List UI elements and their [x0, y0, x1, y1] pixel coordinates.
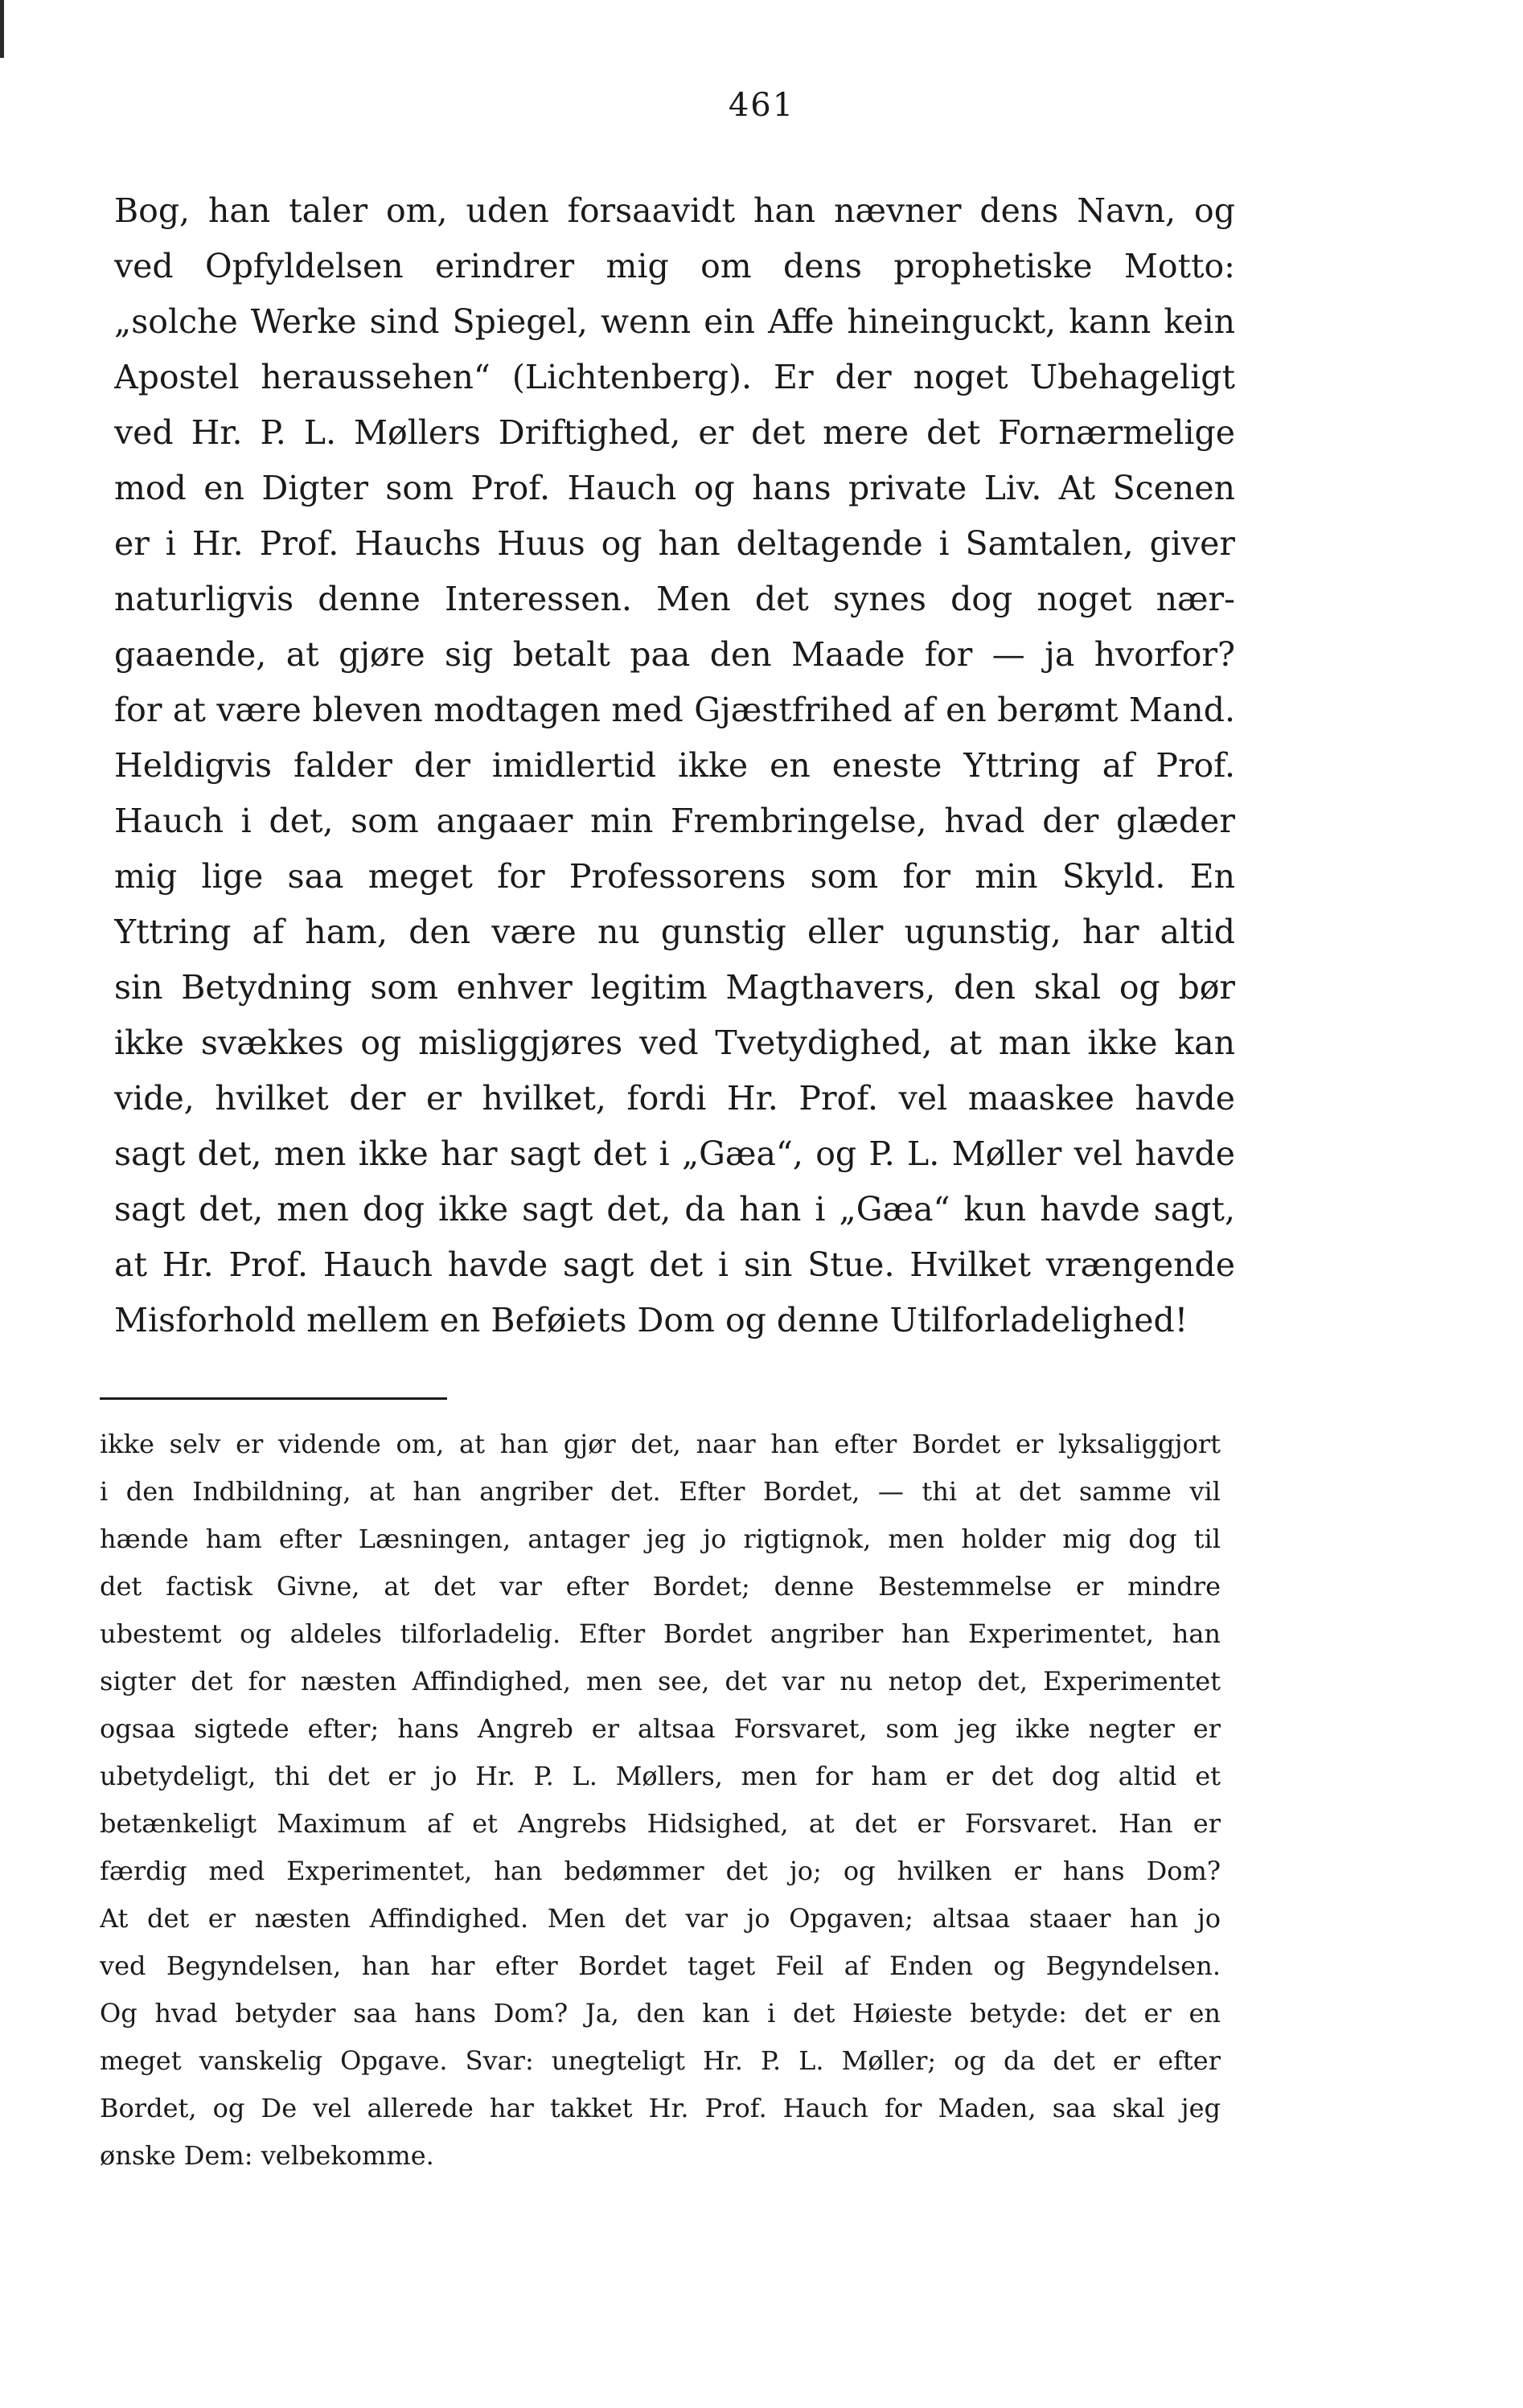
footnote-line: ved Begyndelsen, han har efter Bordet taget Feil af Enden og Begyndelsen.: [100, 1951, 1221, 1981]
footnote-separator-rule: [100, 1397, 447, 1400]
text-line: ved Opfyldelsen erindrer mig om dens prophetiske Motto:: [114, 247, 1235, 285]
text-line: sagt det, men ikke har sagt det i „Gæa“, og P. L. Møller vel havde: [114, 1134, 1235, 1173]
text-line: Yttring af ham, den være nu gunstig eller ugunstig, har altid: [114, 913, 1235, 951]
footnote-line: sigter det for næsten Affindighed, men see, det var nu netop det, Experimentet: [100, 1666, 1221, 1696]
text-line: Misforhold mellem en Beføiets Dom og denne Utilforladelighed!: [114, 1301, 1188, 1339]
page-edge-mark: [0, 0, 4, 58]
text-line: for at være bleven modtagen med Gjæstfrihed af en berømt Mand.: [114, 691, 1235, 729]
footnote-line: det factisk Givne, at det var efter Bordet; denne Bestemmelse er mindre: [100, 1571, 1221, 1602]
text-line: naturligvis denne Interessen. Men det synes dog noget nær-: [114, 580, 1235, 618]
text-line: mig lige saa meget for Professorens som for min Skyld. En: [114, 857, 1235, 896]
footnote-line: Bordet, og De vel allerede har takket Hr. Prof. Hauch for Maden, saa skal jeg: [100, 2093, 1221, 2123]
footnote-line: At det er næsten Affindighed. Men det var jo Opgaven; altsaa staaer han jo: [100, 1903, 1221, 1934]
footnote-line: ubetydeligt, thi det er jo Hr. P. L. Møllers, men for ham er det dog altid et: [100, 1761, 1221, 1791]
footnote-line: i den Indbildning, at han angriber det. Efter Bordet, — thi at det samme vil: [100, 1476, 1221, 1507]
text-line: ved Hr. P. L. Møllers Driftighed, er det mere det Fornærmelige: [114, 413, 1235, 452]
text-line: sin Betydning som enhver legitim Magthavers, den skal og bør: [114, 968, 1235, 1007]
text-line: sagt det, men dog ikke sagt det, da han i „Gæa“ kun havde sagt,: [114, 1190, 1235, 1229]
footnote-line: ogsaa sigtede efter; hans Angreb er altsaa Forsvaret, som jeg ikke negter er: [100, 1713, 1221, 1744]
footnote-line: ikke selv er vidende om, at han gjør det, naar han efter Bordet er lyksaliggjort: [100, 1429, 1221, 1459]
text-line: Bog, han taler om, uden forsaavidt han nævner dens Navn, og: [114, 191, 1235, 230]
footnote-line: betænkeligt Maximum af et Angrebs Hidsighed, at det er Forsvaret. Han er: [100, 1808, 1221, 1839]
text-line: „solche Werke sind Spiegel, wenn ein Affe hineinguckt, kann kein: [114, 302, 1235, 341]
footnote-line: færdig med Experimentet, han bedømmer det jo; og hvilken er hans Dom?: [100, 1856, 1221, 1886]
footnote-block: [100, 1421, 1221, 2180]
footnote-line: ønske Dem: velbekomme.: [100, 2140, 434, 2171]
text-line: er i Hr. Prof. Hauchs Huus og han deltagende i Samtalen, giver: [114, 524, 1235, 563]
text-line: gaaende, at gjøre sig betalt paa den Maade for — ja hvorfor?: [114, 635, 1235, 674]
text-line: mod en Digter som Prof. Hauch og hans private Liv. At Scenen: [114, 469, 1235, 507]
text-line: ikke svækkes og misliggjøres ved Tvetydighed, at man ikke kan: [114, 1024, 1235, 1062]
page-number: 461: [728, 87, 795, 124]
text-line: Hauch i det, som angaaer min Frembringelse, hvad der glæder: [114, 802, 1235, 840]
text-line: Heldigvis falder der imidlertid ikke en eneste Yttring af Prof.: [114, 746, 1235, 785]
text-line: at Hr. Prof. Hauch havde sagt det i sin Stue. Hvilket vrængende: [114, 1245, 1235, 1284]
footnote-line: hænde ham efter Læsningen, antager jeg jo rigtignok, men holder mig dog til: [100, 1524, 1221, 1554]
footnote-line: ubestemt og aldeles tilforladelig. Efter Bordet angriber han Experimentet, han: [100, 1618, 1221, 1649]
text-line: Apostel heraussehen“ (Lichtenberg). Er der noget Ubehageligt: [114, 358, 1235, 396]
text-line: vide, hvilket der er hvilket, fordi Hr. Prof. vel maaskee havde: [114, 1079, 1235, 1118]
main-text-block: [114, 183, 1235, 1348]
footnote-line: Og hvad betyder saa hans Dom? Ja, den kan i det Høieste betyde: det er en: [100, 1998, 1221, 2029]
footnote-line: meget vanskelig Opgave. Svar: unegteligt Hr. P. L. Møller; og da det er efter: [100, 2045, 1221, 2076]
